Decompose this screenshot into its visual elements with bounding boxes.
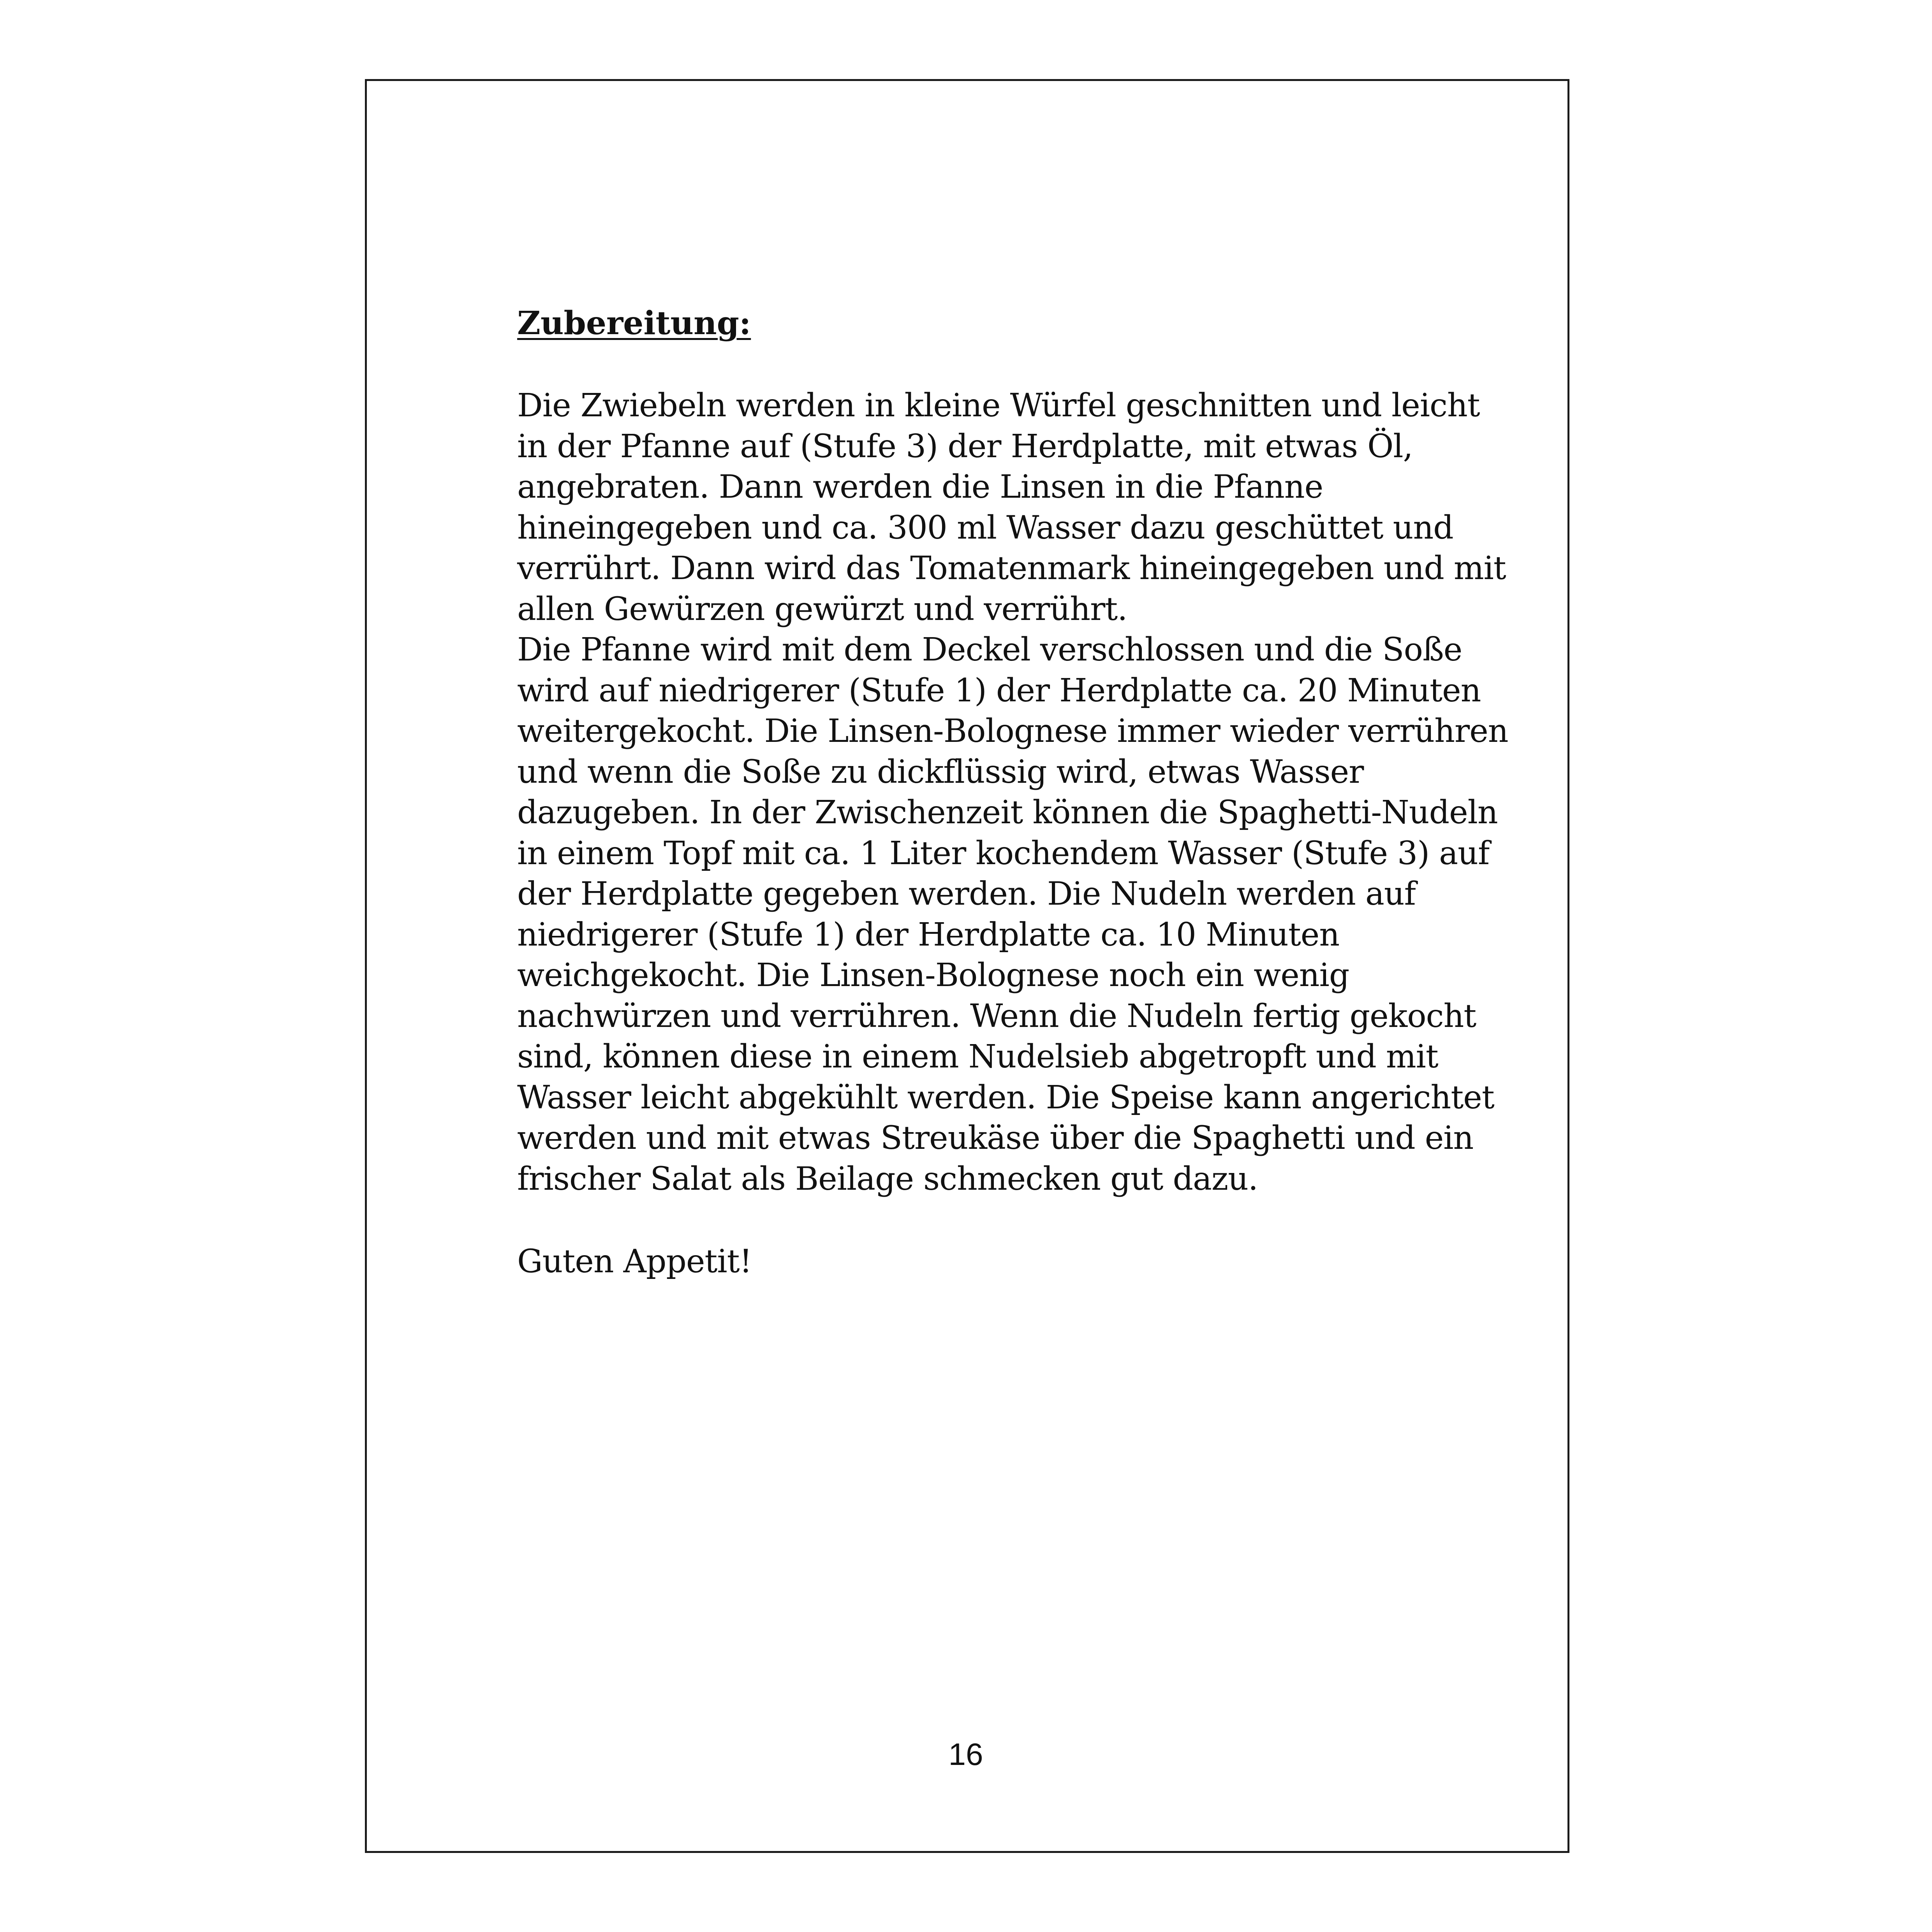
body-line: allen Gewürzen gewürzt und verrührt. [517,590,1127,628]
recipe-body [517,386,1508,1199]
section-heading: Zubereitung: [517,305,751,342]
body-line: angebraten. Dann werden die Linsen in die Pfanne [517,468,1323,505]
page-content [517,304,1508,1282]
body-line: Die Pfanne wird mit dem Deckel verschlossen und die Soße [517,631,1462,668]
body-line: verrührt. Dann wird das Tomatenmark hineingegeben und mit [517,550,1506,587]
body-line: und wenn die Soße zu dickflüssig wird, etwas Wasser [517,753,1364,791]
body-line: sind, können diese in einem Nudelsieb abgetropft und mit [517,1038,1438,1075]
body-line: niedrigerer (Stufe 1) der Herdplatte ca. 10 Minuten [517,916,1340,953]
body-line: in einem Topf mit ca. 1 Liter kochendem Wasser (Stufe 3) auf [517,835,1490,872]
body-line: dazugeben. In der Zwischenzeit können die Spaghetti-Nudeln [517,794,1498,831]
closing-line: Guten Appetit! [517,1243,752,1280]
body-line: weitergekocht. Die Linsen-Bolognese immer wieder verrühren [517,713,1508,750]
page-number: 16 [948,1737,983,1772]
body-line: weichgekocht. Die Linsen-Bolognese noch ein wenig [517,957,1349,994]
body-line: Die Zwiebeln werden in kleine Würfel geschnitten und leicht [517,387,1480,424]
body-line: hineingegeben und ca. 300 ml Wasser dazu geschüttet und [517,509,1453,546]
body-line: Wasser leicht abgekühlt werden. Die Speise kann angerichtet [517,1079,1494,1116]
body-line: in der Pfanne auf (Stufe 3) der Herdplatte, mit etwas Öl, [517,428,1413,465]
body-line: nachwürzen und verrühren. Wenn die Nudeln fertig gekocht [517,997,1476,1035]
body-line: wird auf niedrigerer (Stufe 1) der Herdplatte ca. 20 Minuten [517,672,1481,709]
body-line: werden und mit etwas Streukäse über die Spaghetti und ein [517,1120,1474,1157]
body-line: der Herdplatte gegeben werden. Die Nudeln werden auf [517,875,1416,912]
body-line: frischer Salat als Beilage schmecken gut dazu. [517,1160,1258,1198]
